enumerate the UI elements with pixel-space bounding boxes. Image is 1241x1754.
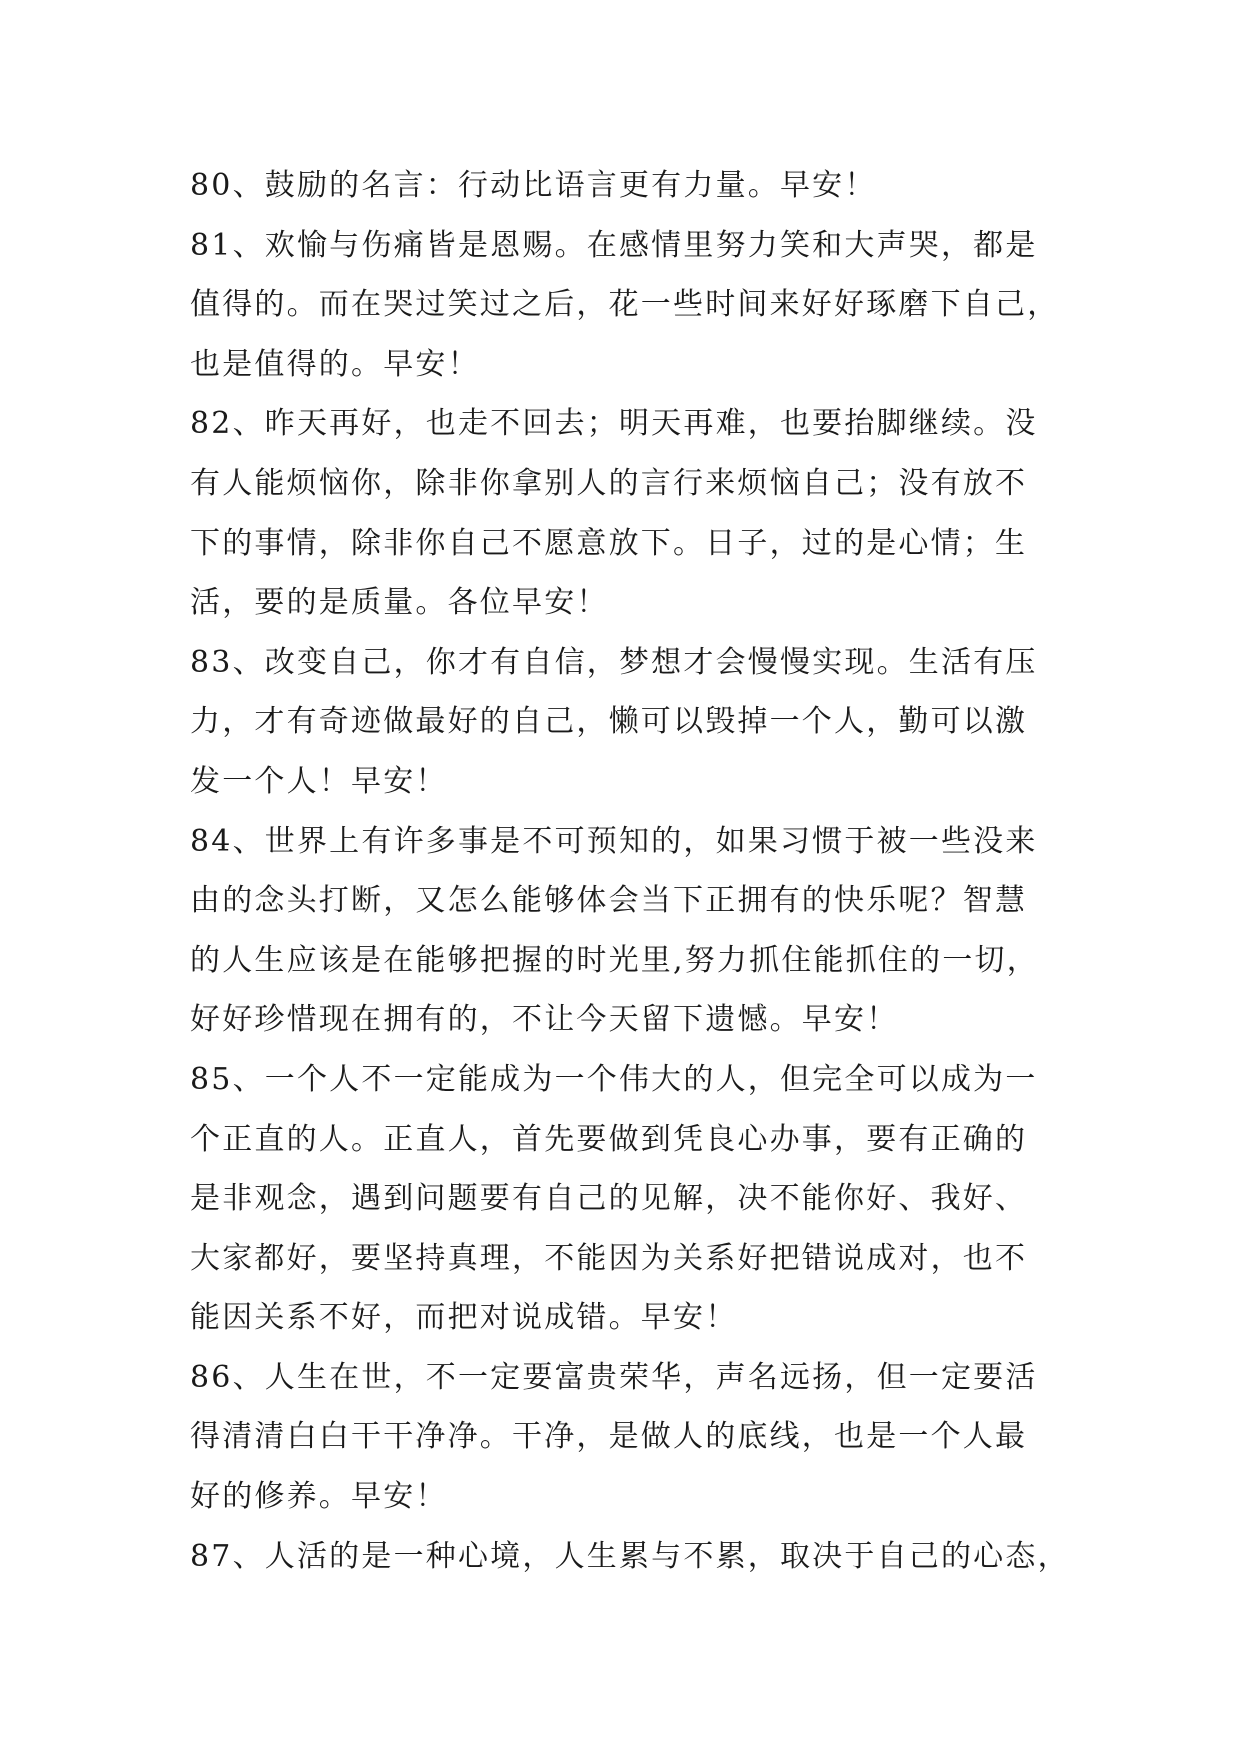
text-line: 好好珍惜现在拥有的，不让今天留下遗憾。早安！ <box>190 1002 899 1038</box>
text-line: 87、人活的是一种心境，人生累与不累，取决于自己的心态， <box>190 1538 1070 1574</box>
text-line: 由的念头打断，又怎么能够体会当下正拥有的快乐呢？智慧 <box>190 883 1028 919</box>
text-line: 80、鼓励的名言：行动比语言更有力量。早安！ <box>190 168 877 203</box>
text-line: 活，要的是质量。各位早安！ <box>190 585 609 621</box>
text-line: 81、欢愉与伤痛皆是恩赐。在感情里努力笑和大声哭，都是 <box>190 227 1038 263</box>
text-line: 有人能烦恼你，除非你拿别人的言行来烦恼自己；没有放不 <box>190 465 1028 501</box>
text-line: 84、世界上有许多事是不可预知的，如果习惯于被一些没来 <box>190 823 1038 859</box>
text-line: 也是值得的。早安！ <box>190 346 480 382</box>
text-line: 得清清白白干干净净。干净，是做人的底线，也是一个人最 <box>190 1419 1028 1455</box>
text-line: 83、改变自己，你才有自信，梦想才会慢慢实现。生活有压 <box>190 644 1038 680</box>
text-line: 大家都好，要坚持真理，不能因为关系好把错说成对，也不 <box>190 1240 1028 1276</box>
text-line: 82、昨天再好，也走不回去；明天再难，也要抬脚继续。没 <box>190 406 1038 442</box>
text-line: 值得的。而在哭过笑过之后，花一些时间来好好琢磨下自己， <box>190 287 1060 323</box>
text-line: 发一个人！早安！ <box>190 763 448 799</box>
text-line: 个正直的人。正直人，首先要做到凭良心办事，要有正确的 <box>190 1121 1028 1157</box>
text-line: 能因关系不好，而把对说成错。早安！ <box>190 1300 738 1336</box>
text-line: 是非观念，遇到问题要有自己的见解，决不能你好、我好、 <box>190 1181 1028 1217</box>
text-line: 下的事情，除非你自己不愿意放下。日子，过的是心情；生 <box>190 525 1028 561</box>
text-line: 86、人生在世，不一定要富贵荣华，声名远扬，但一定要活 <box>190 1359 1038 1395</box>
text-line: 力，才有奇迹做最好的自己，懒可以毁掉一个人，勤可以激 <box>190 704 1028 740</box>
document-text-body <box>190 156 1070 1586</box>
text-line: 的人生应该是在能够把握的时光里,努力抓住能抓住的一切， <box>190 942 1039 978</box>
text-line: 好的修养。早安！ <box>190 1479 448 1515</box>
text-line: 85、一个人不一定能成为一个伟大的人，但完全可以成为一 <box>190 1061 1038 1097</box>
